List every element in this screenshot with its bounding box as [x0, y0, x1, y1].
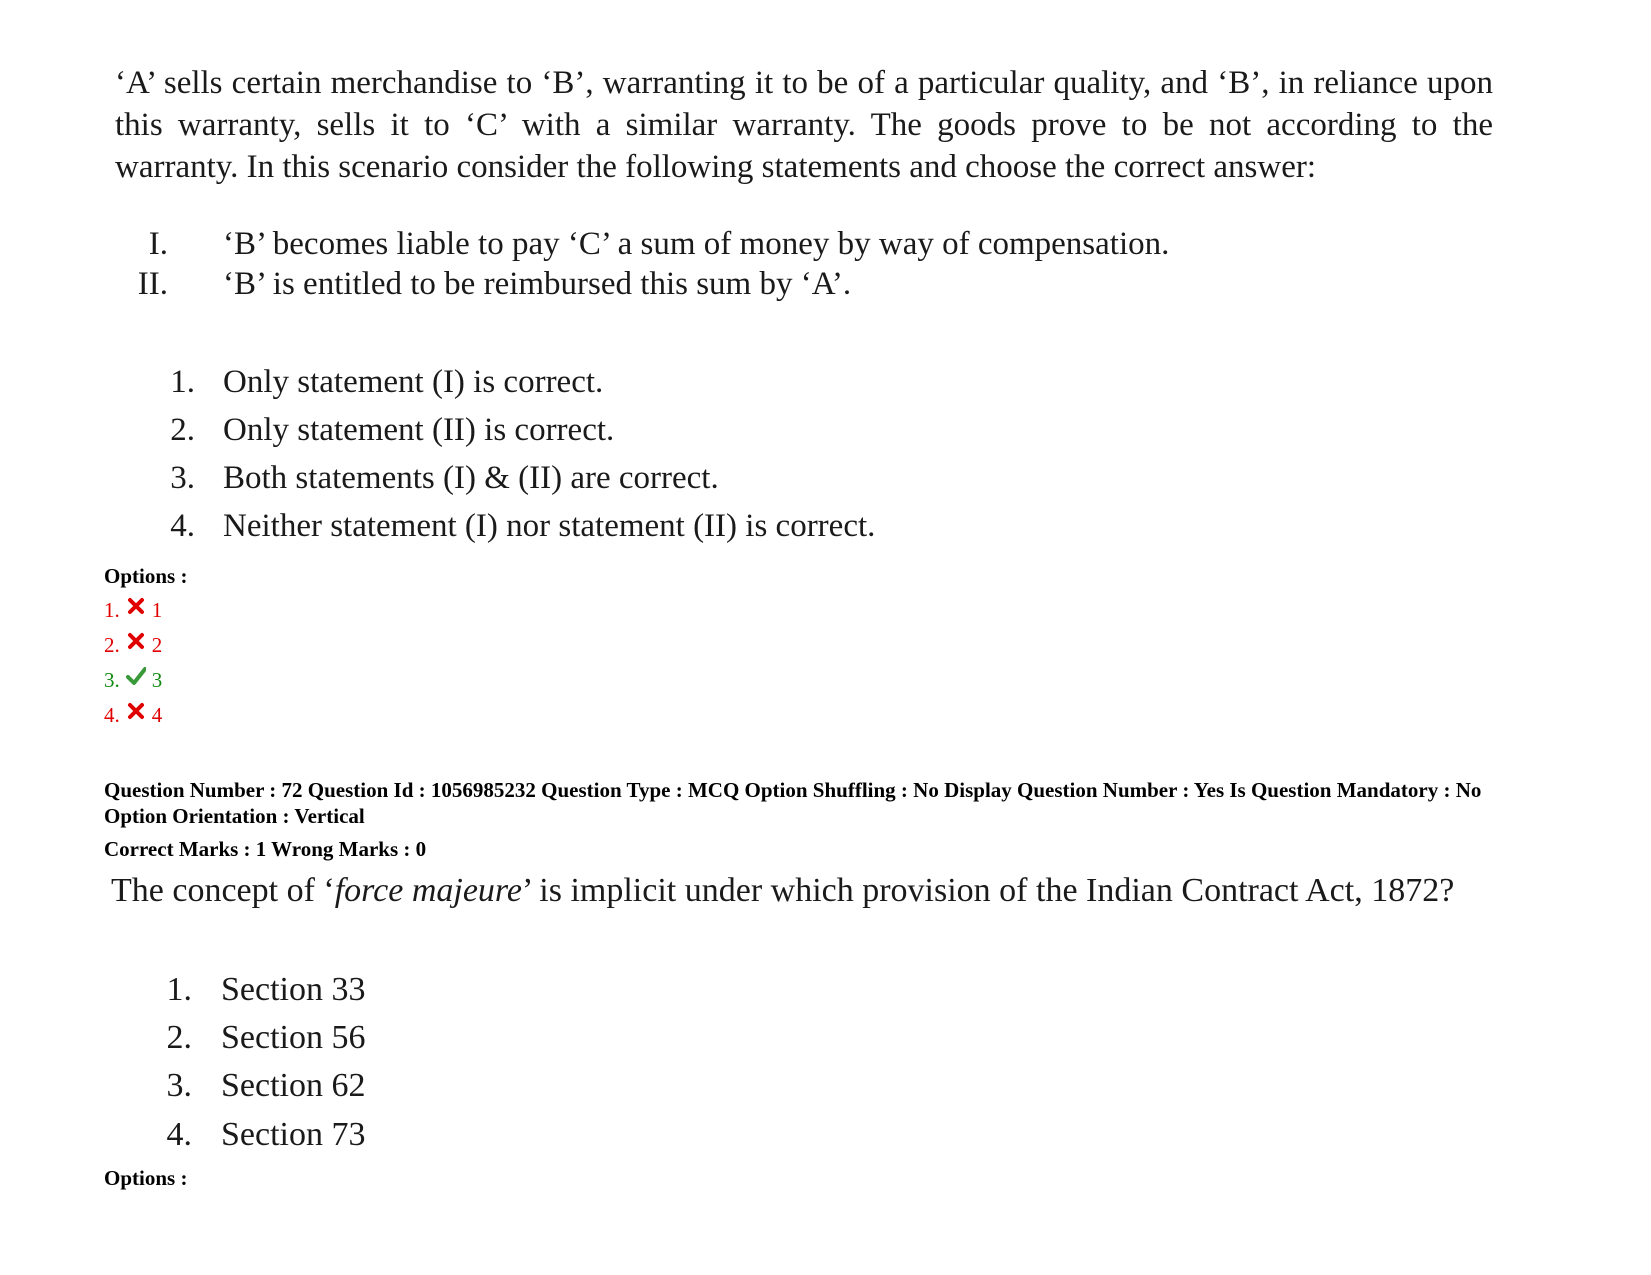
q71-choice-3: [0, 456, 1400, 500]
option-number: 4.: [104, 703, 120, 727]
choice-number: 4.: [170, 508, 195, 544]
q72-question-stem: [111, 867, 1511, 915]
q72-marks-info: Correct Marks : 1 Wrong Marks : 0: [104, 837, 427, 861]
choice-number: 4.: [166, 1116, 192, 1153]
choice-number: 1.: [170, 364, 195, 400]
choice-text: Section 33: [221, 971, 366, 1008]
q71-choice-1: [0, 360, 1400, 404]
statement-number: I.: [148, 226, 168, 262]
statement-text: ‘B’ is entitled to be reimbursed this sum by ‘A’.: [223, 266, 852, 302]
statement-number: II.: [137, 266, 168, 302]
stem-text-after: ’ is implicit under which provision of the Indian Contract Act, 1872?: [521, 872, 1455, 909]
option-value: 1: [151, 598, 163, 622]
option-number: 2.: [104, 633, 120, 657]
stem-text-before: The concept of ‘: [111, 872, 335, 909]
q71-option-3: [104, 667, 162, 693]
stem-italic-term: force majeure: [334, 872, 522, 909]
option-value: 3: [151, 668, 163, 692]
choice-number: 3.: [170, 460, 195, 496]
choice-text: Only statement (I) is correct.: [223, 364, 604, 400]
option-value: 4: [151, 703, 163, 727]
choice-number: 2.: [170, 412, 195, 448]
q71-statement-1: [0, 224, 1400, 264]
q71-option-2: [104, 632, 162, 658]
q71-options-label: Options :: [104, 564, 188, 588]
q71-choice-4: [0, 504, 1400, 548]
cross-icon: [126, 631, 146, 651]
q72-choice-4: [0, 1113, 1400, 1157]
cross-icon: [126, 596, 146, 616]
choice-number: 1.: [166, 971, 192, 1008]
q72-choice-2: [0, 1016, 1400, 1060]
q71-question-stem: ‘A’ sells certain merchandise to ‘B’, warranting it to be of a particular quality, and ‘B’, in reliance upon this warranty, sells it to ‘C’ with a similar warranty. The goods prove to be not according to the warranty. In this scenario consider the following statements and choose the correct answer:: [115, 65, 1493, 185]
choice-text: Section 62: [221, 1067, 366, 1104]
check-icon: [126, 666, 146, 686]
choice-text: Section 56: [221, 1019, 366, 1056]
option-number: 3.: [104, 668, 120, 692]
q71-choice-2: [0, 408, 1400, 452]
choice-text: Only statement (II) is correct.: [223, 412, 615, 448]
choice-text: Section 73: [221, 1116, 366, 1153]
q72-choice-3: [0, 1064, 1400, 1108]
option-number: 1.: [104, 598, 120, 622]
statement-text: ‘B’ becomes liable to pay ‘C’ a sum of money by way of compensation.: [223, 226, 1170, 262]
choice-number: 2.: [166, 1019, 192, 1056]
choice-number: 3.: [166, 1067, 192, 1104]
q71-option-4: [104, 702, 162, 728]
q72-options-label: Options :: [104, 1166, 188, 1190]
q72-choice-1: [0, 968, 1400, 1012]
option-value: 2: [151, 633, 163, 657]
cross-icon: [126, 701, 146, 721]
choice-text: Neither statement (I) nor statement (II) is correct.: [223, 508, 876, 544]
q72-meta-info: Question Number : 72 Question Id : 1056985232 Question Type : MCQ Option Shuffling : No Display Question Number : Yes Is Question Mandatory : No Option Orientation : Vertical: [104, 778, 1482, 828]
q71-statement-2: [0, 264, 1400, 304]
q71-option-1: [104, 597, 162, 623]
choice-text: Both statements (I) & (II) are correct.: [223, 460, 719, 496]
